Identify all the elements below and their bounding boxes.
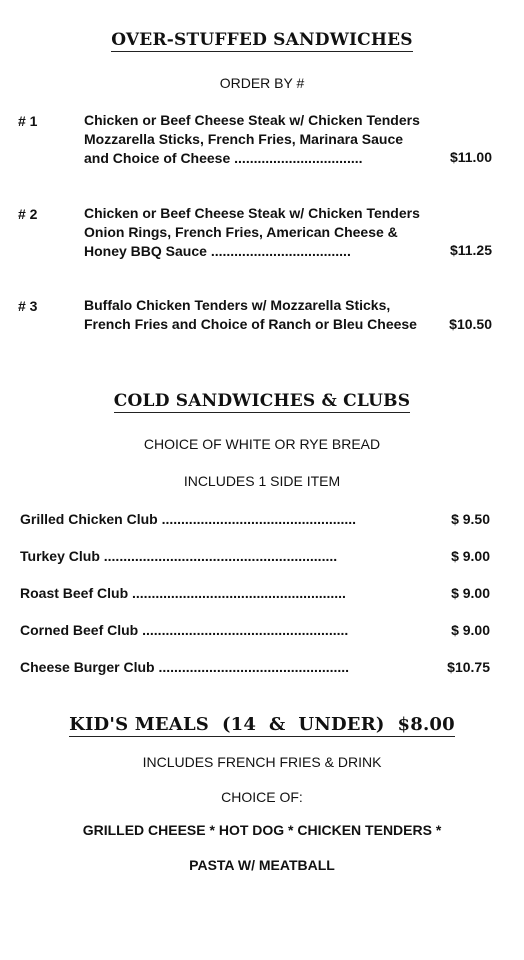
club-item-price: $ 9.00 <box>451 622 490 638</box>
sandwiches-heading-text: OVER-STUFFED SANDWICHES <box>111 30 413 50</box>
kids-heading-text: KID'S MEALS (14 & UNDER) $8.00 <box>69 714 455 735</box>
side-item-note: INCLUDES 1 SIDE ITEM <box>183 473 341 489</box>
club-item-price: $10.75 <box>447 659 490 675</box>
sandwich-2-number: # 2 <box>18 206 38 222</box>
sandwich-1-number: # 1 <box>18 113 38 129</box>
sandwich-3-line: French Fries and Choice of Ranch or Bleu Cheese <box>84 316 417 332</box>
cold-heading <box>0 391 524 411</box>
club-item-name: Corned Beef Club ..................................................... <box>20 622 349 638</box>
sandwich-1-line: Mozzarella Sticks, French Fries, Marinara Sauce <box>84 131 404 147</box>
club-item-name: Turkey Club ............................................................ <box>20 548 338 564</box>
club-item-price: $ 9.00 <box>451 548 490 564</box>
sandwich-3-line: Buffalo Chicken Tenders w/ Mozzarella Sticks, <box>84 297 391 313</box>
kids-heading <box>0 714 524 735</box>
bread-choice-note: CHOICE OF WHITE OR RYE BREAD <box>143 436 381 452</box>
sandwich-3-price: $10.50 <box>449 316 492 332</box>
order-by-note: ORDER BY # <box>219 75 305 91</box>
sandwich-2-line: Onion Rings, French Fries, American Cheese & <box>84 224 398 240</box>
sandwich-2-description <box>84 204 424 261</box>
kids-choice-note: CHOICE OF: <box>221 789 303 805</box>
sandwich-1-line: and Choice of Cheese ................................. <box>84 150 363 166</box>
kids-options-line: PASTA W/ MEATBALL <box>189 857 335 873</box>
kids-options-line: GRILLED CHEESE * HOT DOG * CHICKEN TENDERS * <box>82 822 442 838</box>
sandwich-2-price: $11.25 <box>449 242 492 258</box>
sandwich-2-line: Honey BBQ Sauce .................................... <box>84 243 351 259</box>
sandwich-1-line: Chicken or Beef Cheese Steak w/ Chicken Tenders <box>84 112 420 128</box>
sandwich-1-price: $11.00 <box>449 149 492 165</box>
cold-heading-text: COLD SANDWICHES & CLUBS <box>113 391 411 411</box>
club-item-name: Grilled Chicken Club .................................................. <box>20 511 357 527</box>
sandwiches-heading <box>0 30 524 50</box>
sandwich-1-description <box>84 111 424 168</box>
sandwich-3-description <box>84 296 424 334</box>
sandwich-2-line: Chicken or Beef Cheese Steak w/ Chicken Tenders <box>84 205 420 221</box>
club-item-price: $ 9.00 <box>451 585 490 601</box>
club-item-price: $ 9.50 <box>451 511 490 527</box>
club-item-name: Roast Beef Club ....................................................... <box>20 585 346 601</box>
sandwich-3-number: # 3 <box>18 298 38 314</box>
club-item-name: Cheese Burger Club ................................................. <box>20 659 350 675</box>
kids-includes-note: INCLUDES FRENCH FRIES & DRINK <box>142 754 382 770</box>
